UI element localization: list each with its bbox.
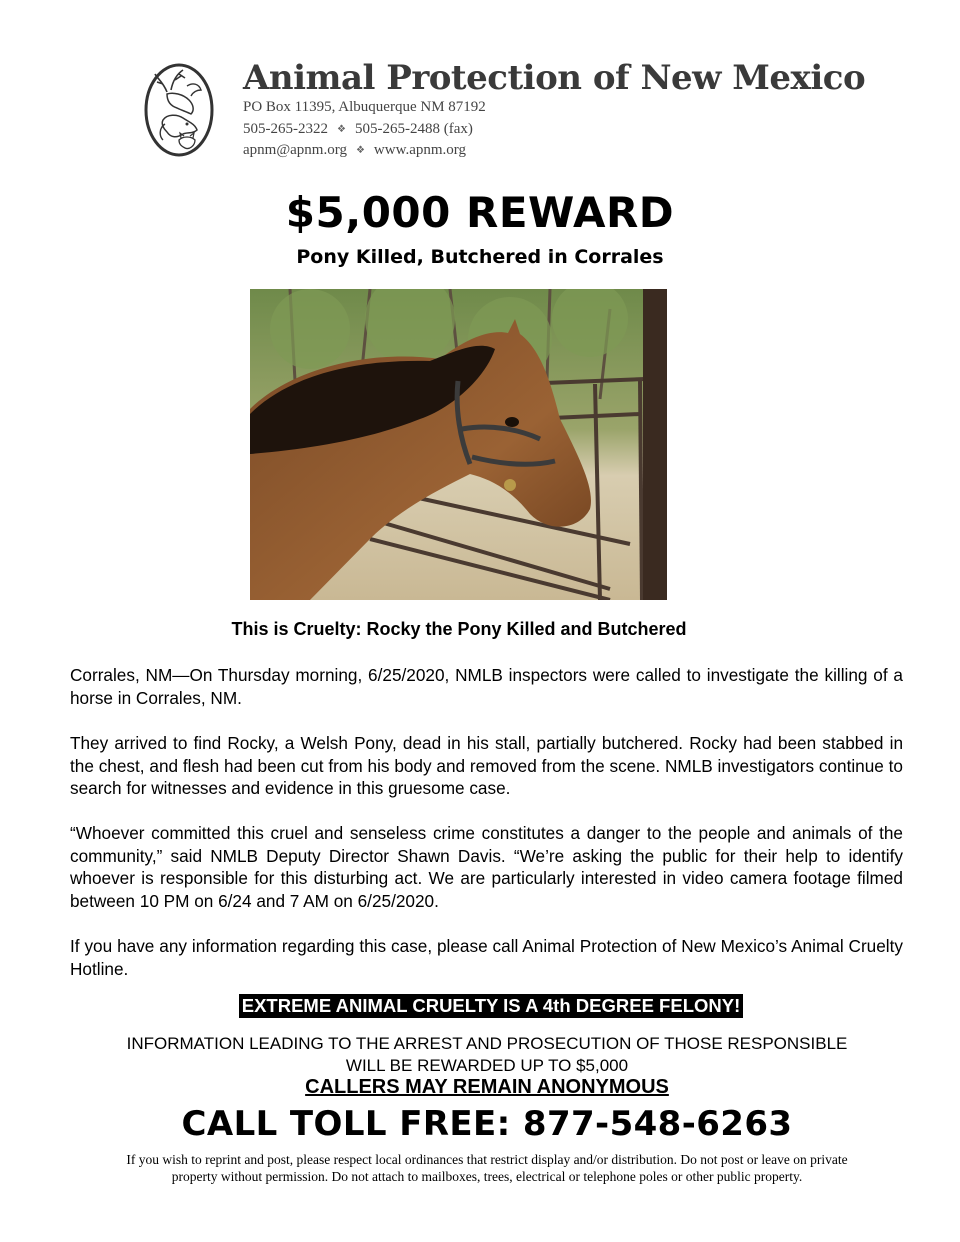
body-paragraph-incident: Corrales, NM—On Thursday morning, 6/25/2020, NMLB inspectors were called to investigate the killing of a horse in Corrales, NM. [70, 665, 903, 708]
body-paragraph-hotline: If you have any information regarding this case, please call Animal Protection of New Mexico’s Animal Cruelty Hotline. [70, 936, 903, 979]
body-paragraph-quote: “Whoever committed this cruel and senseless crime constitutes a danger to the people and animals of the community,” said NMLB Deputy Director Shawn Davis. “We’re asking the public for their help to identify whoever is responsible for this disturbing act. We are particularly interested in video camera footage filmed between 10 PM on 6/24 and 7 AM on 6/25/2020. [70, 823, 903, 911]
fax-number: 505-265-2488 (fax) [354, 121, 473, 137]
email-address: apnm@apnm.org [243, 142, 347, 158]
posting-disclaimer: If you wish to reprint and post, please respect local ordinances that restrict display and/or distribution. Do not post or leave on private [126, 1152, 848, 1167]
organization-address: PO Box 11395, Albuquerque NM 87192 [243, 99, 486, 115]
organization-phones [243, 121, 473, 138]
separator-diamond-icon: ❖ [337, 124, 346, 136]
photo-caption: This is Cruelty: Rocky the Pony Killed and Butchered [231, 619, 687, 639]
phone-number: 505-265-2322 [243, 121, 328, 137]
posting-disclaimer: property without permission. Do not attach to mailboxes, trees, electrical or telephone poles or other public property. [171, 1169, 803, 1184]
reward-info-line: WILL BE REWARDED UP TO $5,000 [345, 1056, 629, 1075]
animal-heads-emblem-icon [143, 62, 215, 158]
website-address: www.apnm.org [373, 142, 466, 158]
reward-headline: $5,000 REWARD [285, 188, 675, 237]
pony-photo [250, 289, 667, 600]
organization-name: Animal Protection of New Mexico [243, 58, 866, 98]
separator-diamond-icon: ❖ [355, 145, 365, 157]
organization-contact [243, 142, 466, 159]
body-paragraph-findings: They arrived to find Rocky, a Welsh Pony, dead in his stall, partially butchered. Rocky had been stabbed in the chest, and flesh had been cut from his body and removed from the scene. NMLB investigators continue to search for witnesses and evidence in this gruesome case. [70, 733, 903, 798]
felony-banner [0, 994, 960, 1018]
felony-text: EXTREME ANIMAL CRUELTY IS A 4th DEGREE FELONY! [239, 994, 744, 1018]
reward-info-line: INFORMATION LEADING TO THE ARREST AND PROSECUTION OF THOSE RESPONSIBLE [126, 1034, 848, 1053]
toll-free-phone: CALL TOLL FREE: 877-548-6263 [181, 1104, 793, 1144]
anonymous-notice: CALLERS MAY REMAIN ANONYMOUS [305, 1076, 669, 1098]
reward-subhead: Pony Killed, Butchered in Corrales [296, 246, 664, 268]
